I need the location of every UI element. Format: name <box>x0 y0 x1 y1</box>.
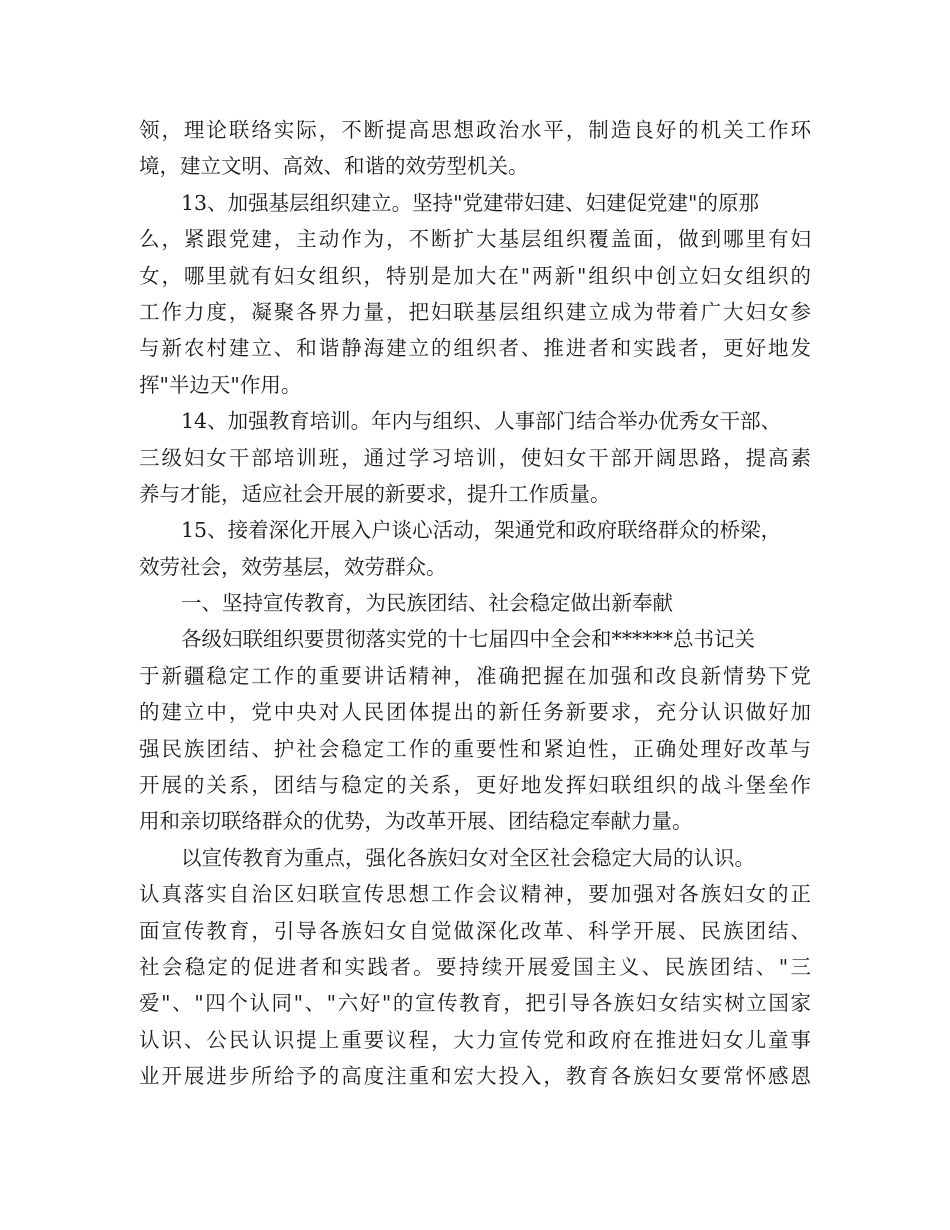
text-line: 工作力度，凝聚各界力量，把妇联基层组织建立成为带着广大妇女参 <box>139 299 811 324</box>
text-line: 的建立中，党中央对人民团体提出的新任务新要求，充分认识做好加 <box>139 700 811 725</box>
section-heading: 一、坚持宣传教育，为民族团结、社会稳定做出新奉献 <box>181 591 673 616</box>
text-line: 养与才能，适应社会开展的新要求，提升工作质量。 <box>139 481 611 506</box>
text-line: 认识、公民认识提上重要议程，大力宣传党和政府在推进妇女儿童事 <box>139 1027 811 1052</box>
text-line: 社会稳定的促进者和实践者。要持续开展爱国主义、民族团结、"三 <box>139 954 811 979</box>
text-line: 挥"半边天"作用。 <box>139 372 302 397</box>
text-line: 于新疆稳定工作的重要讲话精神，准确把握在加强和改良新情势下党 <box>139 663 811 688</box>
text-line: 领，理论联络实际，不断提高思想政治水平，制造良好的机关工作环 <box>139 118 811 142</box>
text-line: 境，建立文明、高效、和谐的效劳型机关。 <box>139 154 529 179</box>
text-line: 女，哪里就有妇女组织，特别是加大在"两新"组织中创立妇女组织的 <box>139 263 811 288</box>
text-line: 效劳社会，效劳基层，效劳群众。 <box>139 554 447 579</box>
text-line: 开展的关系，团结与稳定的关系，更好地发挥妇联组织的战斗堡垒作 <box>139 773 811 798</box>
text-line: 强民族团结、护社会稳定工作的重要性和紧迫性，正确处理好改革与 <box>139 736 811 761</box>
text-line: 13、加强基层组织建立。坚持"党建带妇建、妇建促党建"的原那 <box>181 190 759 215</box>
body-text <box>139 112 811 1095</box>
text-line: 三级妇女干部培训班，通过学习培训，使妇女干部开阔思路，提高素 <box>139 445 811 470</box>
text-line: 用和亲切联络群众的优势，为改革开展、团结稳定奉献力量。 <box>139 809 693 834</box>
text-line: 认真落实自治区妇联宣传思想工作会议精神，要加强对各族妇女的正 <box>139 882 811 907</box>
text-line: 14、加强教育培训。年内与组织、人事部门结合举办优秀女干部、 <box>181 409 782 434</box>
text-line: 业开展进步所给予的高度注重和宏大投入，教育各族妇女要常怀感恩 <box>139 1064 811 1089</box>
text-line: 与新农村建立、和谐静海建立的组织者、推进者和实践者，更好地发 <box>139 336 811 361</box>
text-line: 面宣传教育，引导各族妇女自觉做深化改革、科学开展、民族团结、 <box>139 918 811 943</box>
text-line: 么，紧跟党建，主动作为，不断扩大基层组织覆盖面，做到哪里有妇 <box>139 227 811 252</box>
text-line: 各级妇联组织要贯彻落实党的十七届四中全会和******总书记关 <box>181 627 755 652</box>
text-line: 爱"、"四个认同"、"六好"的宣传教育，把引导各族妇女结实树立国家 <box>139 991 811 1016</box>
text-line: 以宣传教育为重点，强化各族妇女对全区社会稳定大局的认识。 <box>181 845 755 870</box>
text-line: 15、接着深化开展入户谈心活动，架通党和政府联络群众的桥梁， <box>181 518 782 543</box>
